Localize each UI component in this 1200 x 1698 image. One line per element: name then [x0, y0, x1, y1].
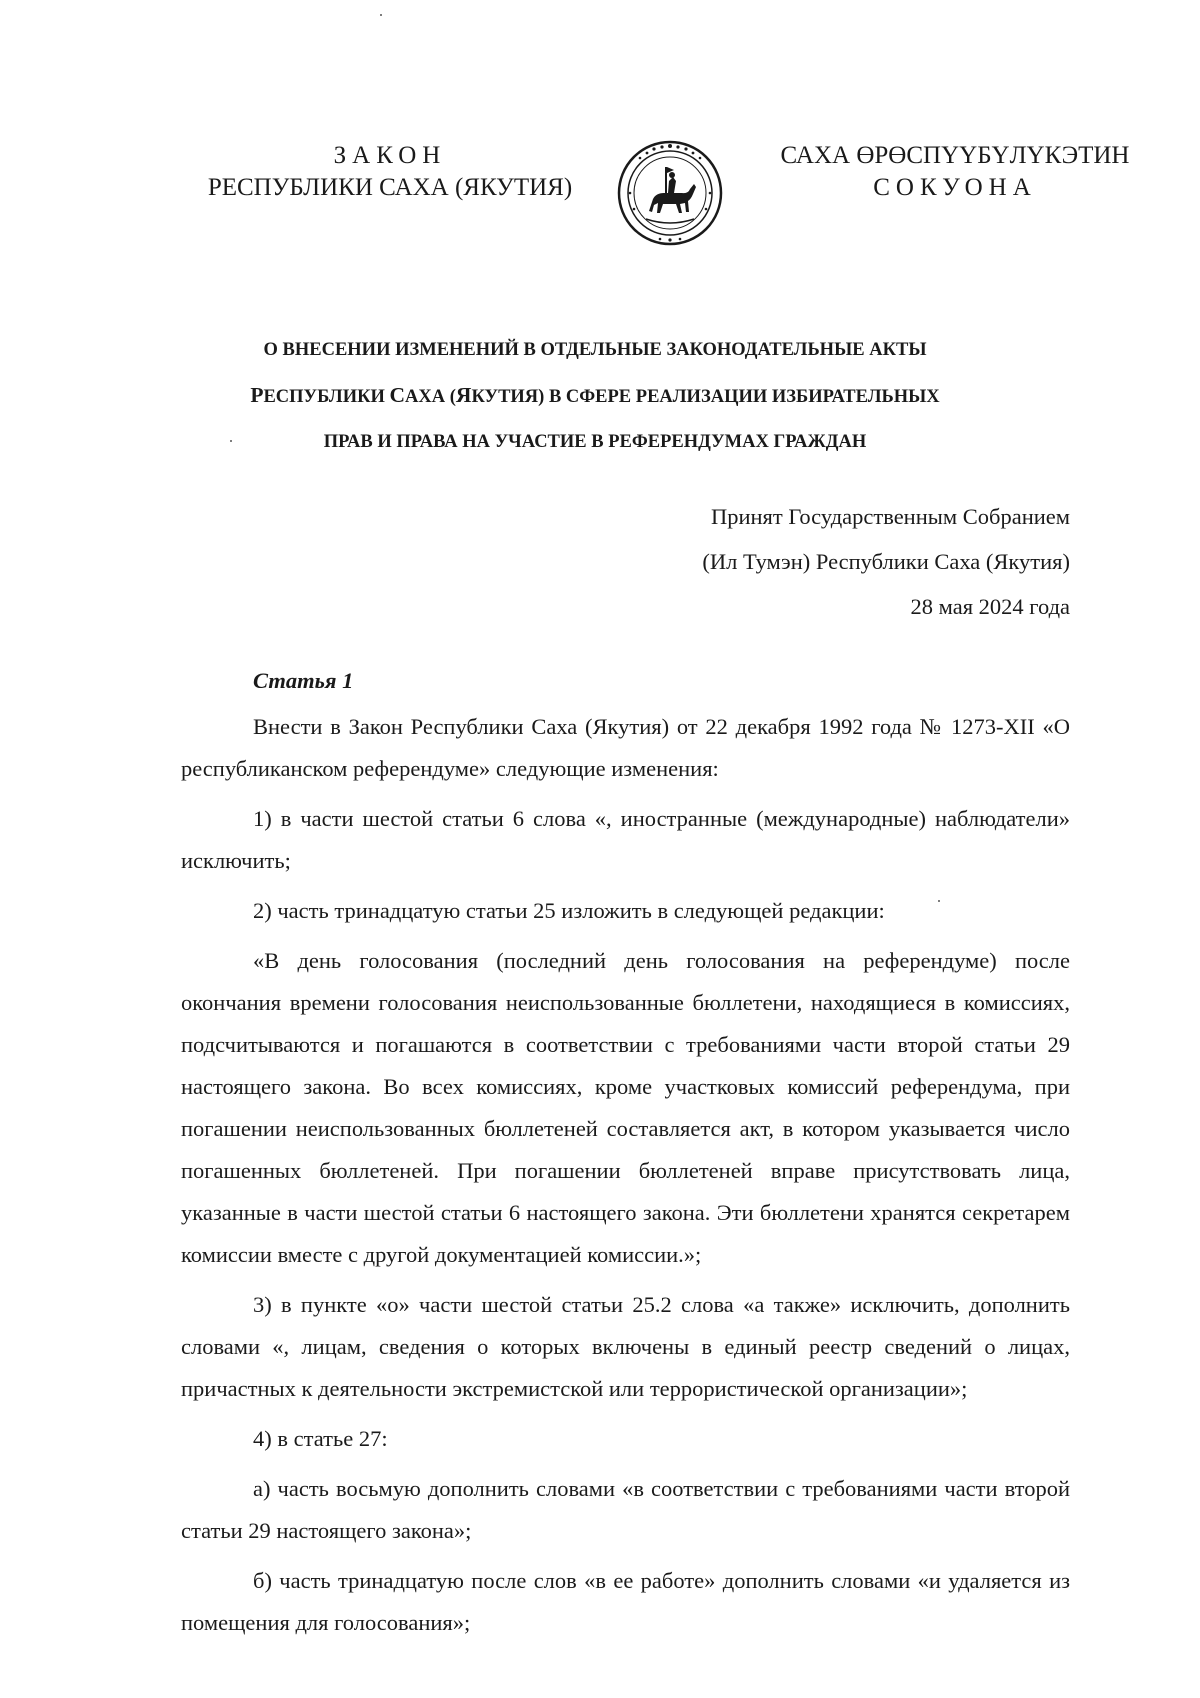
paragraph: 2) часть тринадцатую статьи 25 изложить в следующей редакции:	[253, 898, 885, 923]
paragraph: б) часть тринадцатую после слов «в ее работе» дополнить словами «и удаляется из помещения для голосования»;	[181, 1568, 1070, 1635]
article-heading: Статья 1	[253, 668, 354, 693]
law-word-sah: СОКУОНА	[873, 174, 1037, 201]
paragraph: 4) в статье 27:	[253, 1426, 388, 1451]
paragraph: 1) в части шестой статьи 6 слова «, иностранные (международные) наблюдатели» исключить;	[181, 806, 1070, 873]
scan-speck	[938, 900, 940, 902]
law-title-line-1: О ВНЕСЕНИИ ИЗМЕНЕНИЙ В ОТДЕЛЬНЫЕ ЗАКОНОДАТЕЛЬНЫЕ АКТЫ	[263, 340, 927, 360]
republic-name-sah: САХА ӨРӨСПҮҮБҮЛҮКЭТИН	[780, 142, 1130, 169]
paragraph: а) часть восьмую дополнить словами «в соответствии с требованиями части второй статьи 29 настоящего закона»;	[181, 1476, 1070, 1543]
law-title	[200, 328, 990, 465]
law-title-line-3: ПРАВ И ПРАВА НА УЧАСТИЕ В РЕФЕРЕНДУМАХ ГРАЖДАН	[323, 432, 867, 452]
coat-of-arms-emblem	[616, 139, 724, 247]
header-left	[190, 140, 590, 204]
paragraph: «В день голосования (последний день голосования на референдуме) после окончания времени голосования неиспользованные бюллетени, находящиеся в комиссиях, подсчитываются и погашаются в соответствии с требованиями части второй статьи 29 настоящего закона. Во всех комиссиях, кроме участковых комиссий референдума, при погашении неиспользованных бюллетеней составляется акт, в котором указывается число погашенных бюллетеней. При погашении бюллетеней вправе присутствовать лица, указанные в части шестой статьи 6 настоящего закона. Эти бюллетени хранятся секретарем комиссии вместе с другой документацией комиссии.»;	[181, 948, 1070, 1267]
adoption-date: 28 мая 2024 года	[910, 594, 1070, 619]
law-title-line-2: РЕСПУБЛИКИ САХА (ЯКУТИЯ) В СФЕРЕ РЕАЛИЗАЦИИ ИЗБИРАТЕЛЬНЫХ	[250, 383, 940, 407]
paragraph: Внести в Закон Республики Саха (Якутия) от 22 декабря 1992 года № 1273-XII «О республиканском референдуме» следующие изменения:	[181, 714, 1070, 781]
adoption-info	[702, 494, 1070, 629]
law-word-ru: ЗАКОН	[333, 142, 447, 169]
document-body	[181, 660, 1070, 1652]
scan-speck	[380, 14, 382, 16]
scan-speck	[230, 440, 232, 442]
adoption-line-2: (Ил Тумэн) Республики Саха (Якутия)	[702, 549, 1070, 574]
adoption-line-1: Принят Государственным Собранием	[710, 504, 1070, 529]
paragraph: 3) в пункте «о» части шестой статьи 25.2 слова «а также» исключить, дополнить словами «, лицам, сведения о которых включены в единый реестр сведений о лицах, причастных к деятельности экстремистской или террористической организации»;	[181, 1292, 1070, 1401]
header-right	[770, 140, 1140, 204]
republic-name-ru: РЕСПУБЛИКИ САХА (ЯКУТИЯ)	[207, 174, 573, 201]
